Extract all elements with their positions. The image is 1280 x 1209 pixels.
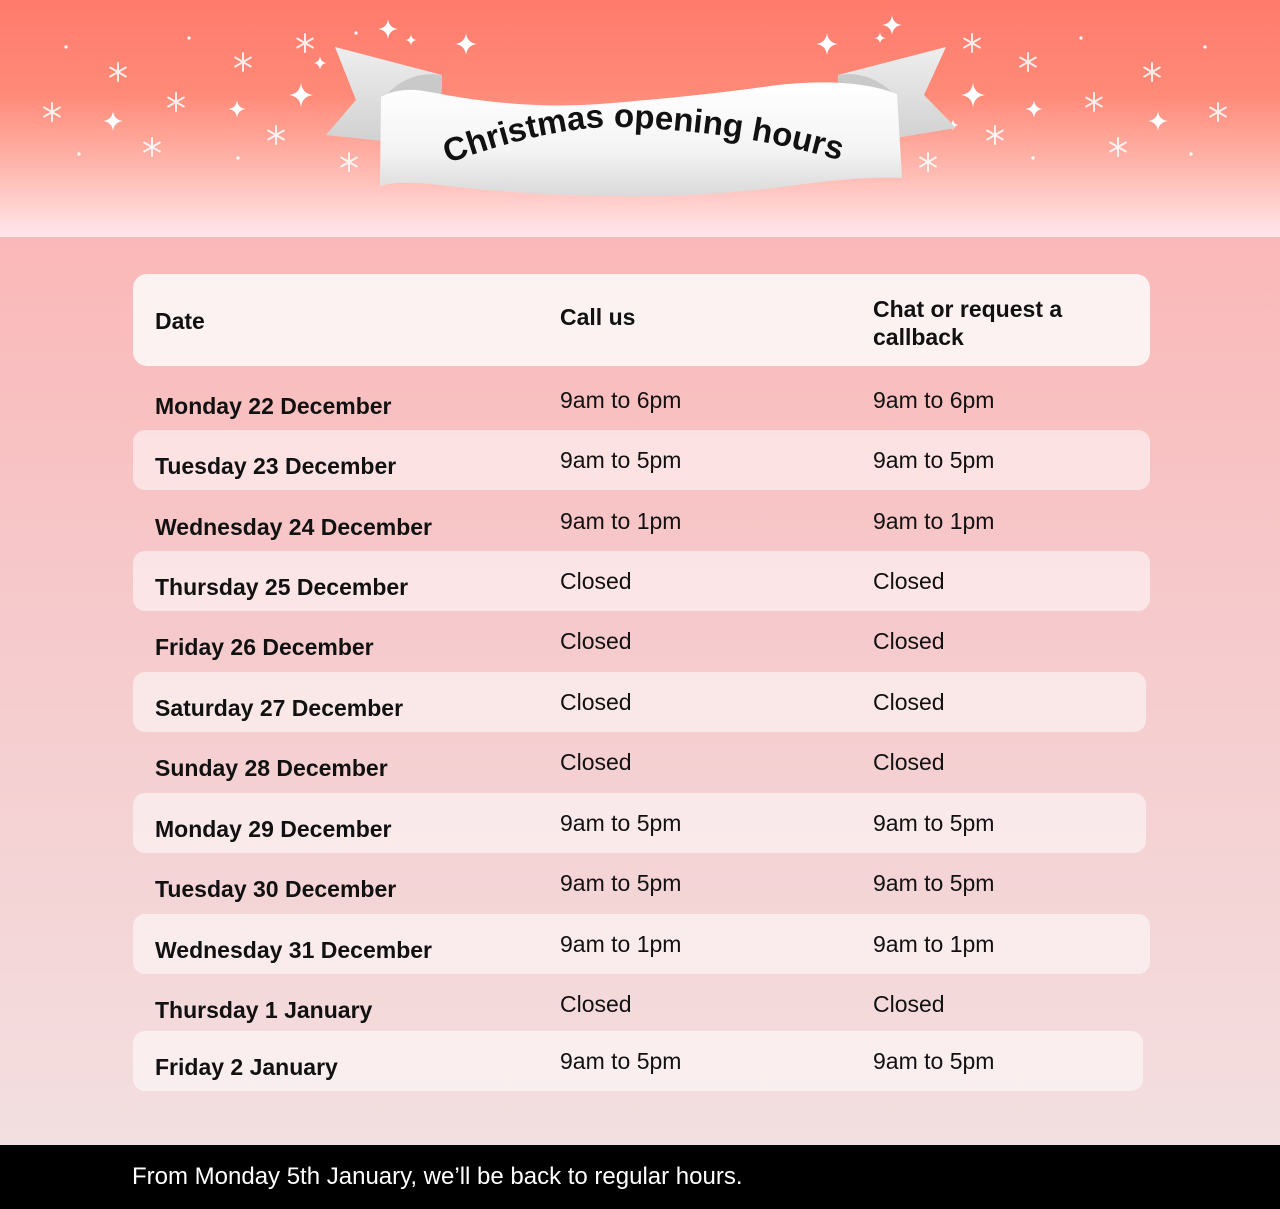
- ribbon-banner: [0, 0, 1280, 237]
- row-date: Saturday 27 December: [155, 694, 404, 721]
- row-chat-hours: 9am to 6pm: [873, 386, 995, 413]
- row-call-hours: 9am to 5pm: [560, 869, 682, 896]
- column-header-date: Date: [155, 308, 205, 334]
- row-call-hours: Closed: [560, 627, 632, 654]
- table-row: [133, 732, 1150, 792]
- table-row: [133, 491, 1150, 551]
- row-date: Tuesday 23 December: [155, 452, 397, 479]
- regular-hours-notice: From Monday 5th January, we’ll be back to regular hours.: [132, 1163, 743, 1190]
- row-chat-hours: Closed: [873, 567, 945, 594]
- row-call-hours: Closed: [560, 688, 632, 715]
- table-row: [133, 551, 1150, 611]
- header-banner: [0, 0, 1280, 237]
- table-row: [133, 430, 1150, 490]
- row-chat-hours: 9am to 5pm: [873, 869, 995, 896]
- row-call-hours: 9am to 1pm: [560, 930, 682, 957]
- row-chat-hours: 9am to 5pm: [873, 809, 995, 836]
- table-row: [133, 1031, 1143, 1091]
- page-title: Christmas opening hours: [437, 96, 849, 170]
- footer-bar: [0, 1145, 1280, 1209]
- row-date: Friday 26 December: [155, 633, 374, 660]
- row-date: Friday 2 January: [155, 1053, 338, 1080]
- table-row: [133, 370, 1150, 430]
- row-call-hours: Closed: [560, 567, 632, 594]
- row-date: Sunday 28 December: [155, 754, 388, 781]
- table-row: [133, 611, 1150, 671]
- row-chat-hours: Closed: [873, 990, 945, 1017]
- table-row: [133, 672, 1146, 732]
- table-row: [133, 853, 1150, 913]
- row-call-hours: 9am to 1pm: [560, 507, 682, 534]
- table-header-row: [133, 274, 1150, 366]
- row-date: Thursday 1 January: [155, 996, 373, 1023]
- table-row: [133, 974, 1150, 1034]
- row-call-hours: 9am to 5pm: [560, 446, 682, 473]
- table-row: [133, 793, 1146, 853]
- row-call-hours: Closed: [560, 990, 632, 1017]
- row-call-hours: 9am to 5pm: [560, 1047, 682, 1074]
- row-date: Tuesday 30 December: [155, 875, 397, 902]
- row-call-hours: Closed: [560, 748, 632, 775]
- row-date: Wednesday 31 December: [155, 936, 432, 963]
- row-chat-hours: 9am to 1pm: [873, 507, 995, 534]
- row-date: Wednesday 24 December: [155, 513, 432, 540]
- column-header-call: Call us: [560, 304, 636, 330]
- row-chat-hours: 9am to 5pm: [873, 1047, 995, 1074]
- row-call-hours: 9am to 6pm: [560, 386, 682, 413]
- row-chat-hours: Closed: [873, 748, 945, 775]
- row-date: Thursday 25 December: [155, 573, 409, 600]
- row-call-hours: 9am to 5pm: [560, 809, 682, 836]
- column-header-chat: Chat or request a callback: [873, 296, 1063, 350]
- row-chat-hours: Closed: [873, 627, 945, 654]
- row-chat-hours: Closed: [873, 688, 945, 715]
- row-date: Monday 22 December: [155, 392, 392, 419]
- table-row: [133, 914, 1150, 974]
- row-chat-hours: 9am to 5pm: [873, 446, 995, 473]
- row-chat-hours: 9am to 1pm: [873, 930, 995, 957]
- row-date: Monday 29 December: [155, 815, 392, 842]
